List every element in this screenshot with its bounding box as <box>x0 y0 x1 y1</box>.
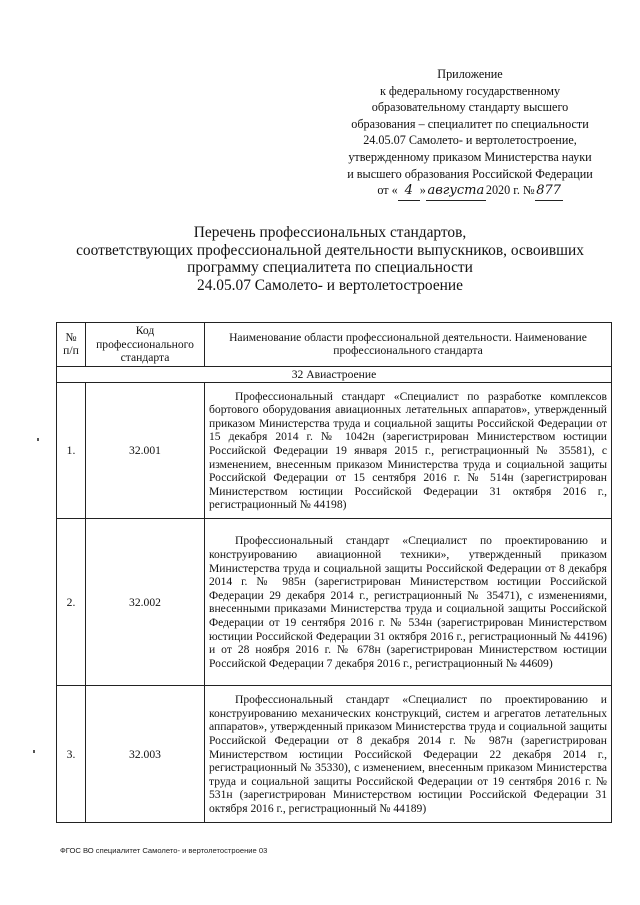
row-num: 3. <box>57 686 86 823</box>
date-year: 2020 г. № <box>485 183 535 198</box>
title-line: 24.05.07 Самолето- и вертолетостроение <box>197 276 463 294</box>
row-code: 32.001 <box>86 383 205 519</box>
row-description: Профессиональный стандарт «Специалист по проектированию и конструированию авиационной техники», утвержденный приказом Министерства труда и социальной защиты Российской Федерации от 8 декабря 2014 г. № 985н (зарегистрирован Министерством юстиции Российской Федерации 29 декабря 2014 г., регистрационный № 35471), с изменениями, внесенными приказами Министерства труда и социальной защиты Российской Федерации от 19 сентября 2016 г. № 534н (зарегистрирован Министерством юстиции Российской Федерации 31 октября 2016 г., регистрационный № 44196) и от 28 ноября 2016 г. № 678н (зарегистрирован Министерством юстиции Российской Федерации 7 декабря 2016 г., регистрационный № 44609) <box>205 519 612 686</box>
section-row <box>57 366 612 383</box>
annex-line: и высшего образования Российской Федерации <box>347 166 593 181</box>
header-num: № п/п <box>57 323 86 367</box>
scan-mark <box>37 438 39 441</box>
annex-date-line <box>335 182 605 201</box>
row-num: 2. <box>57 519 86 686</box>
date-month: августа <box>426 183 486 201</box>
row-num: 1. <box>57 383 86 519</box>
title-line: соответствующих профессиональной деятельности выпускников, освоивших <box>76 241 584 259</box>
header-code: Код профессионального стандарта <box>86 323 205 367</box>
header-name: Наименование области профессиональной деятельности. Наименование профессионального стандарта <box>205 323 612 367</box>
date-month-sep: » <box>419 183 426 198</box>
annex-line: образовательному стандарту высшего <box>371 100 569 115</box>
standards-table <box>56 322 612 823</box>
title-line: Перечень профессиональных стандартов, <box>193 224 467 241</box>
annex-block <box>335 66 605 201</box>
table-row <box>57 519 612 686</box>
document-title <box>60 224 600 294</box>
annex-title: Приложение <box>437 67 503 81</box>
row-description: Профессиональный стандарт «Специалист по проектированию и конструированию механических конструкций, систем и агрегатов летательных аппаратов», утвержденный приказом Министерства труда и социальной защиты Российской Федерации от 8 декабря 2014 г. № 987н (зарегистрирован Министерством юстиции Российской Федерации 22 декабря 2014 г., регистрационный № 35330), с изменением, внесенным приказом Министерства труда и социальной защиты Российской Федерации от 19 сентября 2016 г. № 531н (зарегистрирован Министерством юстиции Российской Федерации 31 октября 2016 г., регистрационный № 44189) <box>205 686 612 823</box>
scan-mark <box>33 750 35 753</box>
annex-line: к федеральному государственному <box>379 83 561 98</box>
order-number: 877 <box>535 183 563 201</box>
section-title: 32 Авиастроение <box>57 366 612 383</box>
annex-line: образования – специалитет по специальности <box>351 116 589 131</box>
date-prefix: от « <box>377 183 398 198</box>
row-code: 32.003 <box>86 686 205 823</box>
annex-line: утвержденному приказом Министерства науки <box>348 149 592 164</box>
table-row <box>57 686 612 823</box>
row-code: 32.002 <box>86 519 205 686</box>
table-header-row <box>57 323 612 367</box>
date-day: 4 <box>398 183 420 201</box>
table-row <box>57 383 612 519</box>
row-description: Профессиональный стандарт «Специалист по разработке комплексов бортового оборудования авиационных летательных аппаратов», утвержденный приказом Министерства труда и социальной защиты Российской Федерации от 15 декабря 2014 г. № 1042н (зарегистрирован Министерством юстиции Российской Федерации 19 января 2015 г., регистрационный № 35581), с изменением, внесенным приказом Министерства труда и социальной защиты Российской Федерации от 15 сентября 2016 г. № 514н (зарегистрирован Министерством юстиции Российской Федерации 31 октября 2016 г., регистрационный № 44198) <box>205 383 612 519</box>
annex-line: 24.05.07 Самолето- и вертолетостроение, <box>363 133 577 148</box>
page-footer: ФГОС ВО специалитет Самолето- и вертолетостроение 03 <box>60 846 268 855</box>
title-line: программу специалитета по специальности <box>187 259 473 277</box>
